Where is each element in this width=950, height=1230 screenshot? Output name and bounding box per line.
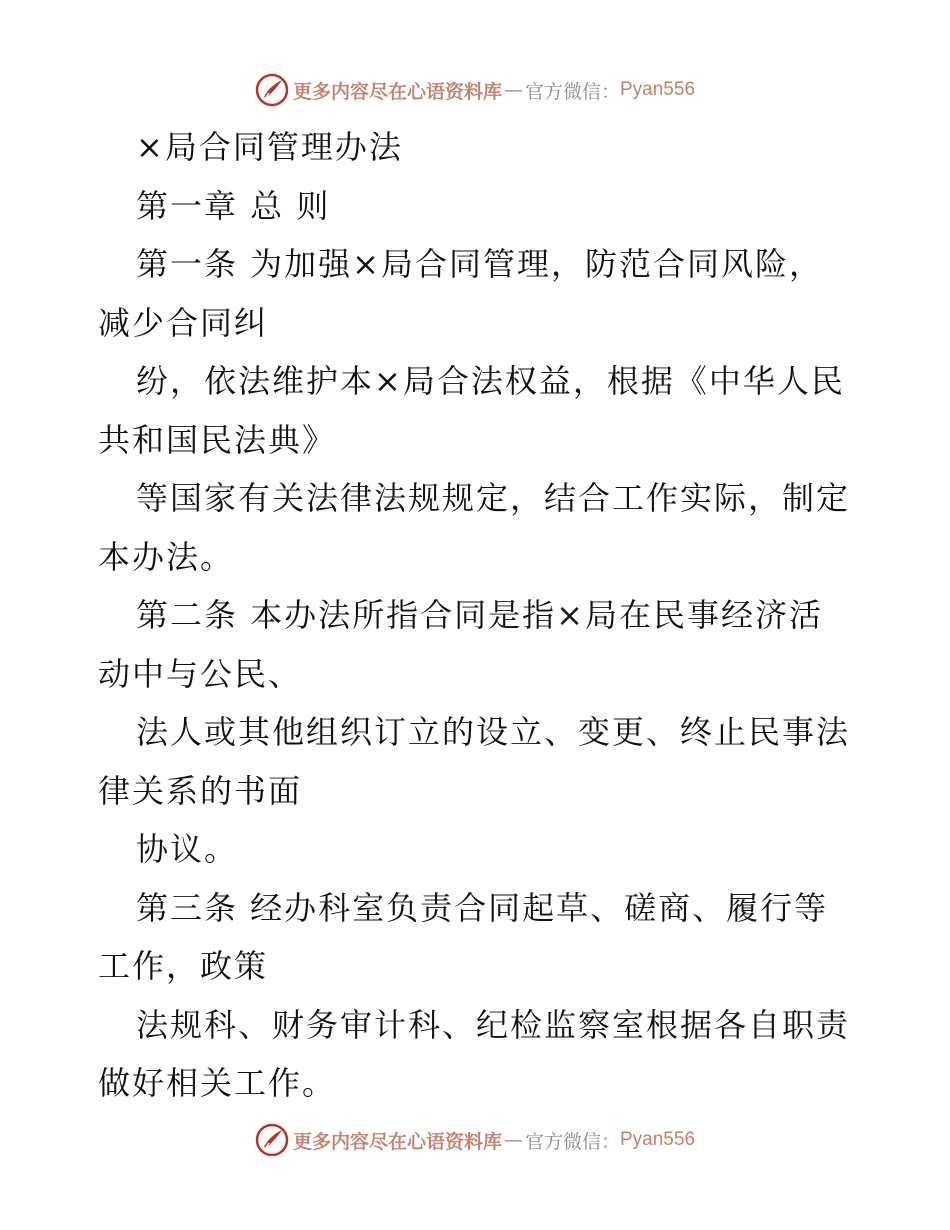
text-line: 等国家有关法律法规规定，结合工作实际，制定 (136, 479, 851, 517)
watermark-dash: — (503, 1129, 523, 1151)
watermark-text: 更多内容尽在心语资料库 (292, 80, 502, 103)
watermark-suffix: 官方微信： (524, 80, 620, 103)
text-line: 减少合同纠 (98, 303, 269, 342)
text-line: 法规科、财务审计科、纪检监察室根据各自职责 (136, 1005, 851, 1044)
document-title: ×局合同管理办法 (136, 128, 403, 166)
text-line: 第二条 本办法所指合同是指×局在民事经济活 (136, 596, 823, 634)
chapter-heading: 第一章 总 则 (136, 186, 331, 225)
watermark-suffix: 官方微信： (524, 1130, 620, 1153)
text-line: 本办法。 (98, 537, 235, 576)
text-line: 协议。 (136, 830, 239, 868)
text-line: 第三条 经办科室负责合同起草、磋商、履行等 (136, 888, 829, 927)
text-line: 动中与公民、 (98, 654, 303, 693)
text-line: 做好相关工作。 (98, 1064, 337, 1102)
document-body (98, 118, 858, 1113)
watermark-id: Pyan556 (620, 79, 696, 100)
header-watermark (0, 70, 950, 110)
text-line: 法人或其他组织订立的设立、变更、终止民事法 (136, 713, 851, 751)
text-line: 第一条 为加强×局合同管理，防范合同风险， (136, 245, 823, 283)
footer-watermark (0, 1120, 950, 1160)
text-line: 共和国民法典》 (98, 420, 337, 459)
watermark-id: Pyan556 (620, 1129, 696, 1150)
watermark-text: 更多内容尽在心语资料库 (292, 1130, 502, 1153)
text-line: 纷，依法维护本×局合法权益，根据《中华人民 (136, 362, 845, 400)
quill-pen-logo-icon (255, 1123, 289, 1157)
quill-pen-logo-icon (255, 73, 289, 107)
text-line: 工作，政策 (98, 947, 269, 985)
text-line: 律关系的书面 (98, 771, 303, 810)
watermark-dash: — (503, 79, 523, 101)
